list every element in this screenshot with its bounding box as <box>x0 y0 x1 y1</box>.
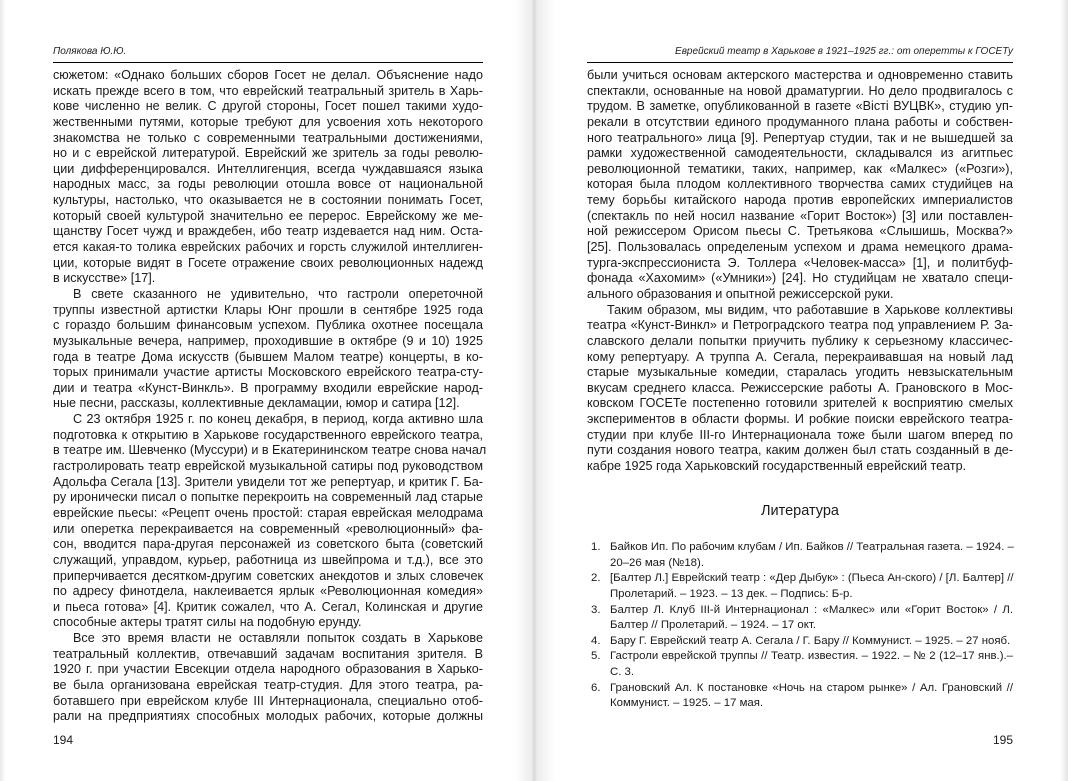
page-number-right: 195 <box>992 733 1013 747</box>
running-head-left: Полякова Ю.Ю. <box>53 46 483 63</box>
text-line: революционной тематики, таких, например, как «Малкес» («Розги»), <box>587 161 1013 176</box>
paragraph <box>53 68 483 287</box>
text-line: ции дифференцировался. Интеллигенция, всегда чуждавшаяся языка <box>53 161 483 176</box>
text-line: С 23 октября 1925 г. по конец декабря, в период, когда активно шла <box>73 412 483 427</box>
text-line: [25]. Пользовалась определеным успехом и драма немецкого драма- <box>587 240 1013 255</box>
text-line: ные песни, рассказы, коллективные декламации, юмор и сатира [12]. <box>53 396 460 411</box>
reference-line: Пролетарий. – 1923. – 13 дек. – Подпись: Б-р. <box>610 587 853 600</box>
reference-list <box>587 540 1013 712</box>
text-line: в театре им. Шевченко (Муссури) и в Екатерининском театре снова начал <box>53 443 487 458</box>
running-head-right: Еврейский театр в Харькове в 1921–1925 гг.: от оперетты к ГОСЕТу <box>587 46 1013 63</box>
text-line: музыкальные вечера, например, проходившие в октябре (9 и 10) 1925 <box>53 333 483 348</box>
left-page <box>53 0 487 781</box>
text-line: студии при клубе III-го Интернационала тоже были шагом вперед по <box>587 427 1013 442</box>
text-line: торых принимали участие артисты Московского еврейского театра-сту- <box>53 365 483 380</box>
text-line: экспериментов в области формы. И робкие поиски еврейского театра- <box>587 412 1013 427</box>
text-line: Адольфа Сегала [13]. Зрители увидели тот же репертуар, и критик Г. Ба- <box>53 474 483 489</box>
text-line: ботавшего при еврейском клубе III Интернационала, специально отоб- <box>53 693 483 708</box>
text-line: еврейские пьесы: «Рецепт очень простой: старая еврейская мелодрама <box>53 505 483 520</box>
text-line: ве была организована еврейская театр-студия. Для этого театра, ра- <box>53 677 483 692</box>
text-line: Все это время власти не оставляли попыток создать в Харькове <box>73 631 483 646</box>
reference-item <box>587 571 1013 602</box>
reference-item <box>587 681 1013 712</box>
text-line: ного театрального» лица [9]. Репертуар студии, так и не вышедшей за <box>587 130 1013 145</box>
text-line: (спектакль по ней носил название «Горит Восток») [3] или поставлен- <box>587 208 1013 223</box>
text-line: в искусстве» [17]. <box>53 271 156 286</box>
reference-line: 20–26 мая (№18). <box>610 556 704 569</box>
paragraph <box>53 631 483 725</box>
reference-line: Коммунист. – 1925. – 17 мая. <box>610 697 764 710</box>
text-line: тему борьбы китайского народа против европейских империалистов <box>587 193 1013 208</box>
reference-number: 2. <box>591 572 601 585</box>
text-line: который своей культурой значительно ее перерос. Еврейскому же ме- <box>53 208 483 223</box>
reference-item <box>587 634 1013 650</box>
text-line: подготовка к открытию в Харькове государственного еврейского театра, <box>53 427 483 442</box>
text-line: ального образования и опытной режиссерской руки. <box>587 286 894 301</box>
text-line: года в театре Дома искусств (бывшем Малом театре) концерты, в ко- <box>53 349 483 364</box>
text-line: искать прежде всего в том, что еврейский театральный зритель в Харь- <box>53 83 483 98</box>
text-line: рамки художественной самодеятельности, складывался из агитпьес <box>587 146 1013 161</box>
text-line: сюжетом: «Однако больших сборов Госет не делал. Объяснение надо <box>53 68 483 82</box>
text-line: но и с еврейской литературой. Еврейский же зритель за годы револю- <box>53 146 483 161</box>
reference-number: 5. <box>591 650 601 663</box>
text-line: спектакли, основанные на новой драматургии. Но дело продвигалось с <box>587 83 1013 98</box>
right-page <box>587 0 1013 781</box>
reference-line: Бару Г. Еврейский театр А. Сегала / Г. Бару // Коммунист. – 1925. – 27 нояб. <box>610 634 1011 647</box>
text-line: культуры, настолько, что оказывается не в состоянии понимать Госет, <box>53 193 483 208</box>
text-line: рали на предприятиях способных молодых рабочих, которые должны <box>53 709 483 724</box>
text-line: кабре 1925 года Харьковский государственный еврейский театр. <box>587 459 967 474</box>
text-line: с гораздо большим финансовым успехом. Публика охотнее посещала <box>53 318 483 333</box>
reference-number: 6. <box>591 681 601 694</box>
text-line: народных масс, за годы революции отошла вовсе от национальной <box>53 177 483 192</box>
paragraph <box>53 412 487 631</box>
text-line: знакомства не только с современными театральными достижениями, <box>53 130 483 145</box>
reference-line: Балтер // Пролетарий. – 1924. – 17 окт. <box>610 619 816 632</box>
reference-line: С. 3. <box>610 666 635 679</box>
paragraph <box>53 287 483 412</box>
literature-heading: Литература <box>761 503 839 519</box>
reference-number: 3. <box>591 603 601 616</box>
text-line: Таким образом, мы видим, что работавшие в Харькове коллективы <box>607 302 1013 317</box>
reference-line: Балтер Л. Клуб III-й Интернационал : «Малкес» или «Горит Восток» / Л. <box>610 603 1013 616</box>
reference-line: [Балтер Л.] Еврейский театр : «Дер Дыбук» : (Пьеса Ан-ского) / [Л. Балтер] // <box>610 572 1014 585</box>
reference-line: Гастроли еврейской труппы // Театр. известия. – 1922. – № 2 (12–17 янв.).– <box>610 650 1013 663</box>
text-line: ции, которые видят в Госете отражение своих революционных надежд <box>53 255 483 270</box>
text-line: труппы известной артистки Клары Юнг прошли в сентябре 1925 года <box>53 302 483 317</box>
text-line: служащий, управдом, курьер, работница из швейпрома и т.д.), все это <box>53 552 483 567</box>
reference-number: 1. <box>591 541 601 553</box>
text-line: старые музыкальные комедии, старалась угодить невзыскательным <box>587 365 1013 380</box>
text-line: театральный коллектив, отвечавший задачам воспитания зрителя. В <box>53 646 483 661</box>
reference-item <box>587 649 1013 680</box>
text-line: жественными путями, которые требуют для усвоения хоть некоторого <box>53 114 483 129</box>
text-line: которая была плодом коллективного творчества самих студийцев на <box>587 177 1013 192</box>
text-line: сон, вводится пара-другая персонажей из советского быта (советский <box>53 537 483 552</box>
text-line: пути создания нового театра, каким должен был стать созданный в де- <box>587 443 1013 458</box>
text-line: фонада «Хахомим» («Умники») [24]. Но студийцам не хватало специ- <box>587 271 1013 286</box>
text-line: гастролировать театр еврейской музыкальной сатиры под руководством <box>53 459 483 474</box>
text-line: ной режиссером Орисом пьесы С. Третьякова «Слышишь, Москва?» <box>587 224 1013 239</box>
text-line: способные актеры тратят силы на подобную ерунду. <box>53 615 362 630</box>
text-line: 1920 г. при участии Евсекции отдела народного образования в Харько- <box>53 662 483 677</box>
text-line: ковском ГОСЕТе постепенно готовили зрителей к восприятию смелых <box>587 396 1013 411</box>
page-number-left: 194 <box>53 733 74 747</box>
text-line: В свете сказанного не удивительно, что гастроли опереточной <box>73 286 483 301</box>
text-line: были учиться основам актерского мастерства и одновременно ставить <box>587 68 1013 82</box>
text-line: рекали в отсутствии единого продуманного плана работы и собствен- <box>587 114 1013 129</box>
reference-item <box>587 603 1013 634</box>
text-line: или оперетка перекраивается на современный «революционный» фа- <box>53 521 483 536</box>
text-line: трудом. В заметке, опубликованной в газете «Вісті ВУЦВК», студию уп- <box>587 99 1013 114</box>
reference-item <box>587 540 1013 571</box>
text-line: ру иронически писал о попытке перекроить на современный лад старые <box>53 490 483 505</box>
text-line: щанству Госет чужд и враждебен, ибо театр издевается над ним. Оста- <box>53 224 483 239</box>
text-line: кому репертуару. А труппа А. Сегала, перекраивавшая на новый лад <box>587 349 1013 364</box>
right-page-body <box>587 68 1013 475</box>
text-line: турга-экспрессиониста Э. Толлера «Человек-масса» [1], и политбуф- <box>587 255 1013 270</box>
reference-number: 4. <box>591 634 601 647</box>
text-line: и пьеса готова» [4]. Критик сожалел, что А. Сегал, Колинская и другие <box>53 599 483 614</box>
text-line: славского делали попытки приучить публику к серьезному классичес- <box>587 333 1013 348</box>
text-line: ется какая-то толика еврейских рабочих и горсть служилой интеллиген- <box>53 240 483 255</box>
text-line: дии и театра «Кунст-Винкль». В программу входили еврейские народ- <box>53 380 483 395</box>
text-line: приперчивается десятком-другим советских анекдотов и злых словечек <box>53 568 483 583</box>
text-line: театра «Кунст-Винкл» и Петроградского театра под управлением Р. За- <box>587 318 1013 333</box>
reference-line: Грановский Ал. К постановке «Ночь на старом рынке» / Ал. Грановский // <box>610 681 1013 694</box>
text-line: по адресу финотдела, наклеивается ярлык «Революционная комедия» <box>53 584 483 599</box>
reference-line: Байков Ип. По рабочим клубам / Ип. Байков // Театральная газета. – 1924. – <box>610 541 1014 553</box>
paragraph <box>587 68 1013 303</box>
paragraph <box>587 303 1013 475</box>
text-line: кове численно не велик. С другой стороны, Госет пошел такими худо- <box>53 99 483 114</box>
left-page-body <box>53 68 487 725</box>
text-line: вкусам среднего класса. Режиссерские работы А. Грановского в Мос- <box>587 380 1013 395</box>
